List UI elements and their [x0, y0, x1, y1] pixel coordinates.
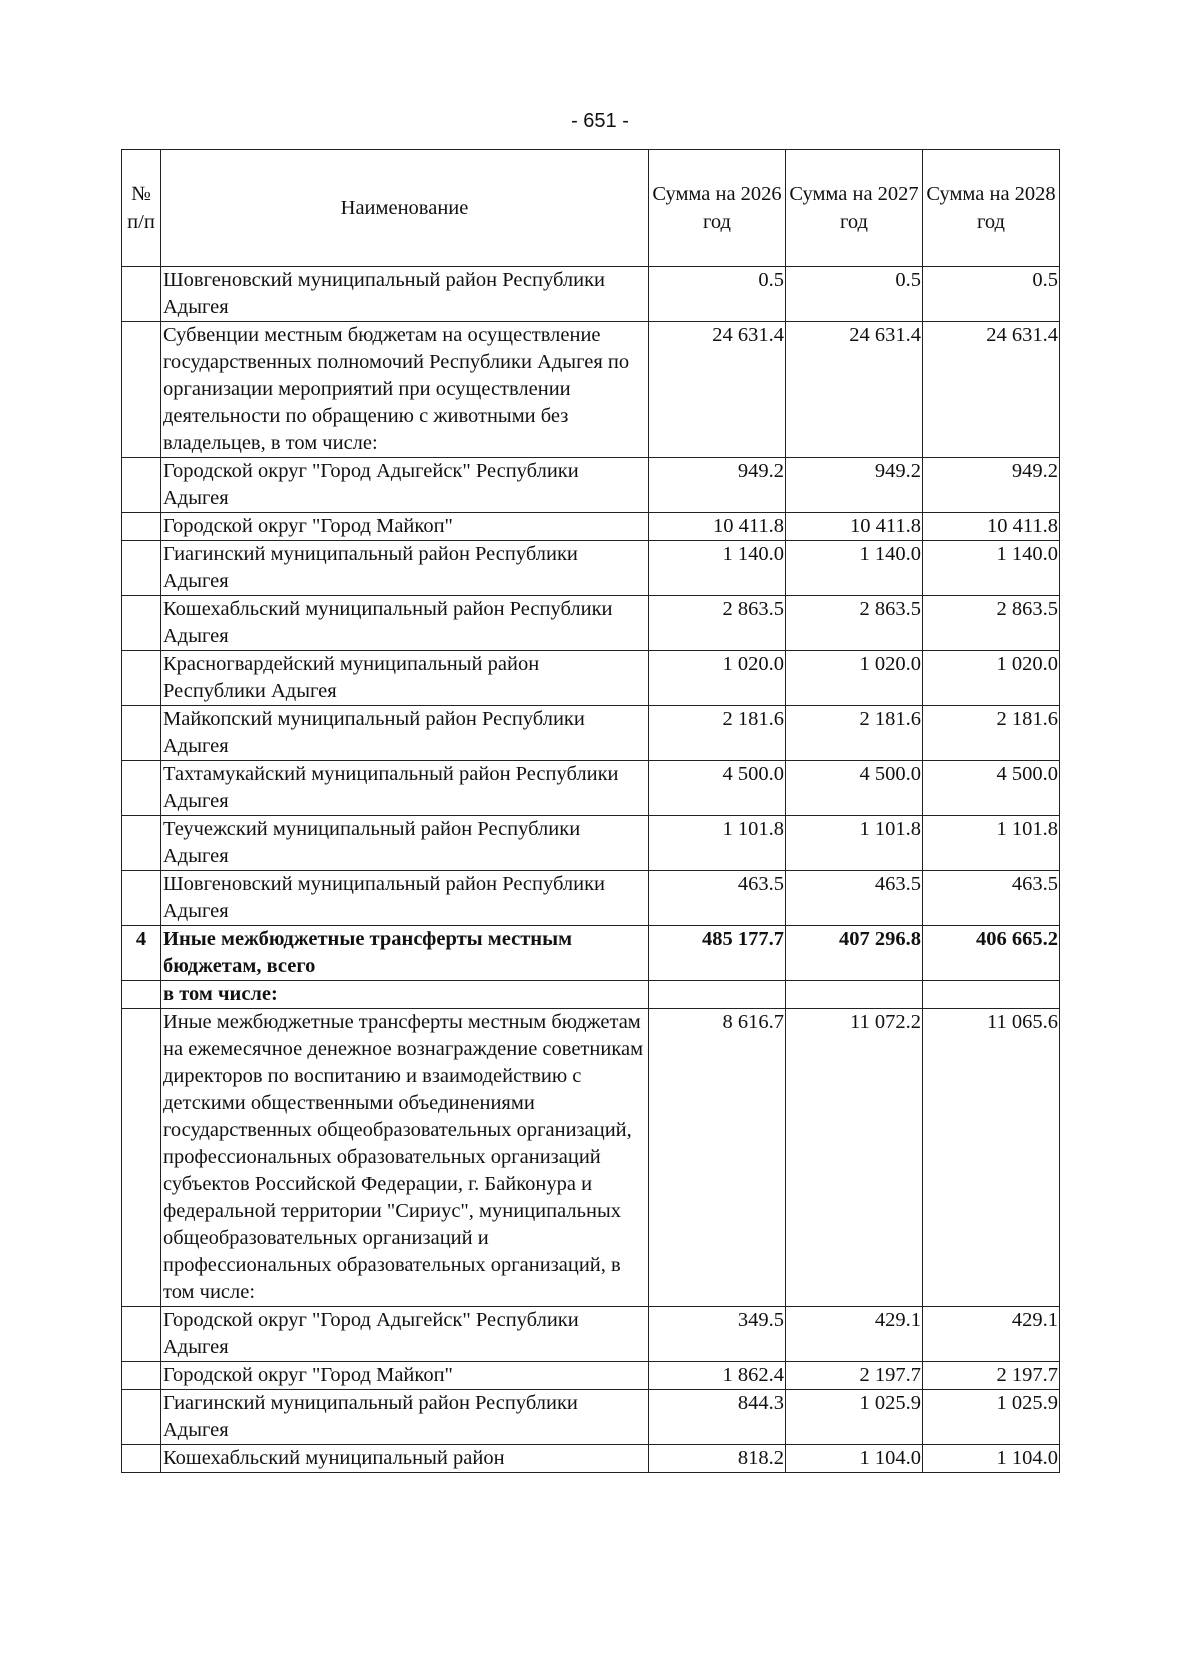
row-number-cell: [122, 871, 161, 926]
row-sum-2026-cell: 1 140.0: [649, 541, 786, 596]
row-sum-2028-cell: 463.5: [923, 871, 1060, 926]
row-name-cell: Гиагинский муниципальный район Республики Адыгея: [161, 1390, 649, 1445]
row-sum-2028-cell: 1 140.0: [923, 541, 1060, 596]
row-sum-2027-cell: 11 072.2: [786, 1009, 923, 1307]
row-sum-2027-cell: 24 631.4: [786, 322, 923, 458]
row-number-cell: 4: [122, 926, 161, 981]
row-sum-2026-cell: 349.5: [649, 1307, 786, 1362]
row-sum-2028-cell: 1 101.8: [923, 816, 1060, 871]
row-sum-2027-cell: 407 296.8: [786, 926, 923, 981]
row-sum-2027-cell: 10 411.8: [786, 513, 923, 541]
table-row: [122, 1362, 1060, 1390]
table-row: [122, 1307, 1060, 1362]
row-sum-2026-cell: 949.2: [649, 458, 786, 513]
row-number-cell: [122, 1009, 161, 1307]
row-sum-2027-cell: 463.5: [786, 871, 923, 926]
row-sum-2027-cell: 0.5: [786, 267, 923, 322]
row-name-cell: Городской округ "Город Майкоп": [161, 513, 649, 541]
row-sum-2028-cell: 949.2: [923, 458, 1060, 513]
row-number-cell: [122, 706, 161, 761]
table-row: [122, 926, 1060, 981]
row-number-cell: [122, 816, 161, 871]
row-sum-2027-cell: 1 101.8: [786, 816, 923, 871]
table-row: [122, 1445, 1060, 1473]
row-sum-2028-cell: 1 020.0: [923, 651, 1060, 706]
row-name-cell: Иные межбюджетные трансферты местным бюджетам, всего: [161, 926, 649, 981]
row-name-cell: Городской округ "Город Адыгейск" Республики Адыгея: [161, 1307, 649, 1362]
row-sum-2026-cell: 2 863.5: [649, 596, 786, 651]
row-number-cell: [122, 651, 161, 706]
table-row: [122, 981, 1060, 1009]
row-sum-2028-cell: 2 863.5: [923, 596, 1060, 651]
table-row: [122, 1390, 1060, 1445]
table-row: [122, 513, 1060, 541]
row-name-cell: Шовгеновский муниципальный район Республики Адыгея: [161, 871, 649, 926]
header-sum-2026: Сумма на 2026 год: [649, 150, 786, 267]
row-number-cell: [122, 761, 161, 816]
row-sum-2028-cell: 11 065.6: [923, 1009, 1060, 1307]
row-number-cell: [122, 513, 161, 541]
header-sum-2028: Сумма на 2028 год: [923, 150, 1060, 267]
row-sum-2026-cell: 10 411.8: [649, 513, 786, 541]
row-name-cell: Тахтамукайский муниципальный район Республики Адыгея: [161, 761, 649, 816]
row-sum-2027-cell: [786, 981, 923, 1009]
row-name-cell: Шовгеновский муниципальный район Республики Адыгея: [161, 267, 649, 322]
table-row: [122, 651, 1060, 706]
row-name-cell: Майкопский муниципальный район Республики Адыгея: [161, 706, 649, 761]
table-row: [122, 596, 1060, 651]
row-sum-2027-cell: 1 140.0: [786, 541, 923, 596]
row-number-cell: [122, 1390, 161, 1445]
row-number-cell: [122, 541, 161, 596]
row-name-cell: Кошехабльский муниципальный район Республики Адыгея: [161, 596, 649, 651]
row-sum-2028-cell: 2 197.7: [923, 1362, 1060, 1390]
row-sum-2027-cell: 2 197.7: [786, 1362, 923, 1390]
header-name: Наименование: [161, 150, 649, 267]
row-name-cell: в том числе:: [161, 981, 649, 1009]
table-body: [122, 267, 1060, 1473]
row-name-cell: Красногвардейский муниципальный район Республики Адыгея: [161, 651, 649, 706]
table-row: [122, 1009, 1060, 1307]
row-number-cell: [122, 1362, 161, 1390]
page-number: - 651 -: [571, 110, 629, 132]
row-sum-2027-cell: 4 500.0: [786, 761, 923, 816]
row-number-cell: [122, 322, 161, 458]
row-sum-2028-cell: 4 500.0: [923, 761, 1060, 816]
row-sum-2026-cell: 818.2: [649, 1445, 786, 1473]
row-sum-2026-cell: [649, 981, 786, 1009]
row-number-cell: [122, 596, 161, 651]
row-number-cell: [122, 1307, 161, 1362]
row-sum-2027-cell: 1 104.0: [786, 1445, 923, 1473]
table-row: [122, 267, 1060, 322]
row-sum-2026-cell: 8 616.7: [649, 1009, 786, 1307]
row-name-cell: Теучежский муниципальный район Республики Адыгея: [161, 816, 649, 871]
table-row: [122, 761, 1060, 816]
row-sum-2028-cell: 1 104.0: [923, 1445, 1060, 1473]
row-sum-2026-cell: 1 020.0: [649, 651, 786, 706]
table-row: [122, 816, 1060, 871]
row-sum-2028-cell: 429.1: [923, 1307, 1060, 1362]
row-sum-2026-cell: 844.3: [649, 1390, 786, 1445]
row-number-cell: [122, 458, 161, 513]
row-sum-2028-cell: 2 181.6: [923, 706, 1060, 761]
header-sum-2027: Сумма на 2027 год: [786, 150, 923, 267]
row-sum-2028-cell: 10 411.8: [923, 513, 1060, 541]
row-name-cell: Субвенции местным бюджетам на осуществление государственных полномочий Республики Адыгея по организации мероприятий при осуществлении деятельности по обращению с животными без владельцев, в том числе:: [161, 322, 649, 458]
row-sum-2026-cell: 4 500.0: [649, 761, 786, 816]
row-sum-2028-cell: [923, 981, 1060, 1009]
row-sum-2026-cell: 1 862.4: [649, 1362, 786, 1390]
row-name-cell: Городской округ "Город Майкоп": [161, 1362, 649, 1390]
row-sum-2028-cell: 0.5: [923, 267, 1060, 322]
row-sum-2028-cell: 406 665.2: [923, 926, 1060, 981]
row-sum-2026-cell: 463.5: [649, 871, 786, 926]
row-name-cell: Гиагинский муниципальный район Республики Адыгея: [161, 541, 649, 596]
header-num: № п/п: [122, 150, 161, 267]
row-name-cell: Иные межбюджетные трансферты местным бюджетам на ежемесячное денежное вознаграждение советникам директоров по воспитанию и взаимодействию с детскими общественными объединениями государственных общеобразовательных организаций, профессиональных образовательных организаций субъектов Российской Федерации, г. Байконура и федеральной территории "Сириус", муниципальных общеобразовательных организаций и профессиональных образовательных организаций, в том числе:: [161, 1009, 649, 1307]
row-sum-2026-cell: 485 177.7: [649, 926, 786, 981]
row-number-cell: [122, 267, 161, 322]
table-row: [122, 458, 1060, 513]
row-name-cell: Городской округ "Город Адыгейск" Республики Адыгея: [161, 458, 649, 513]
row-sum-2026-cell: 1 101.8: [649, 816, 786, 871]
row-number-cell: [122, 1445, 161, 1473]
table-header-row: [122, 150, 1060, 267]
row-sum-2027-cell: 2 863.5: [786, 596, 923, 651]
row-sum-2027-cell: 1 025.9: [786, 1390, 923, 1445]
table-row: [122, 871, 1060, 926]
row-sum-2028-cell: 24 631.4: [923, 322, 1060, 458]
row-name-cell: Кошехабльский муниципальный район: [161, 1445, 649, 1473]
row-sum-2026-cell: 24 631.4: [649, 322, 786, 458]
row-sum-2027-cell: 2 181.6: [786, 706, 923, 761]
row-sum-2026-cell: 0.5: [649, 267, 786, 322]
table-row: [122, 322, 1060, 458]
row-sum-2027-cell: 949.2: [786, 458, 923, 513]
row-sum-2026-cell: 2 181.6: [649, 706, 786, 761]
budget-table: [121, 149, 1060, 1473]
row-sum-2027-cell: 1 020.0: [786, 651, 923, 706]
row-sum-2028-cell: 1 025.9: [923, 1390, 1060, 1445]
table-row: [122, 706, 1060, 761]
table-row: [122, 541, 1060, 596]
row-sum-2027-cell: 429.1: [786, 1307, 923, 1362]
row-number-cell: [122, 981, 161, 1009]
